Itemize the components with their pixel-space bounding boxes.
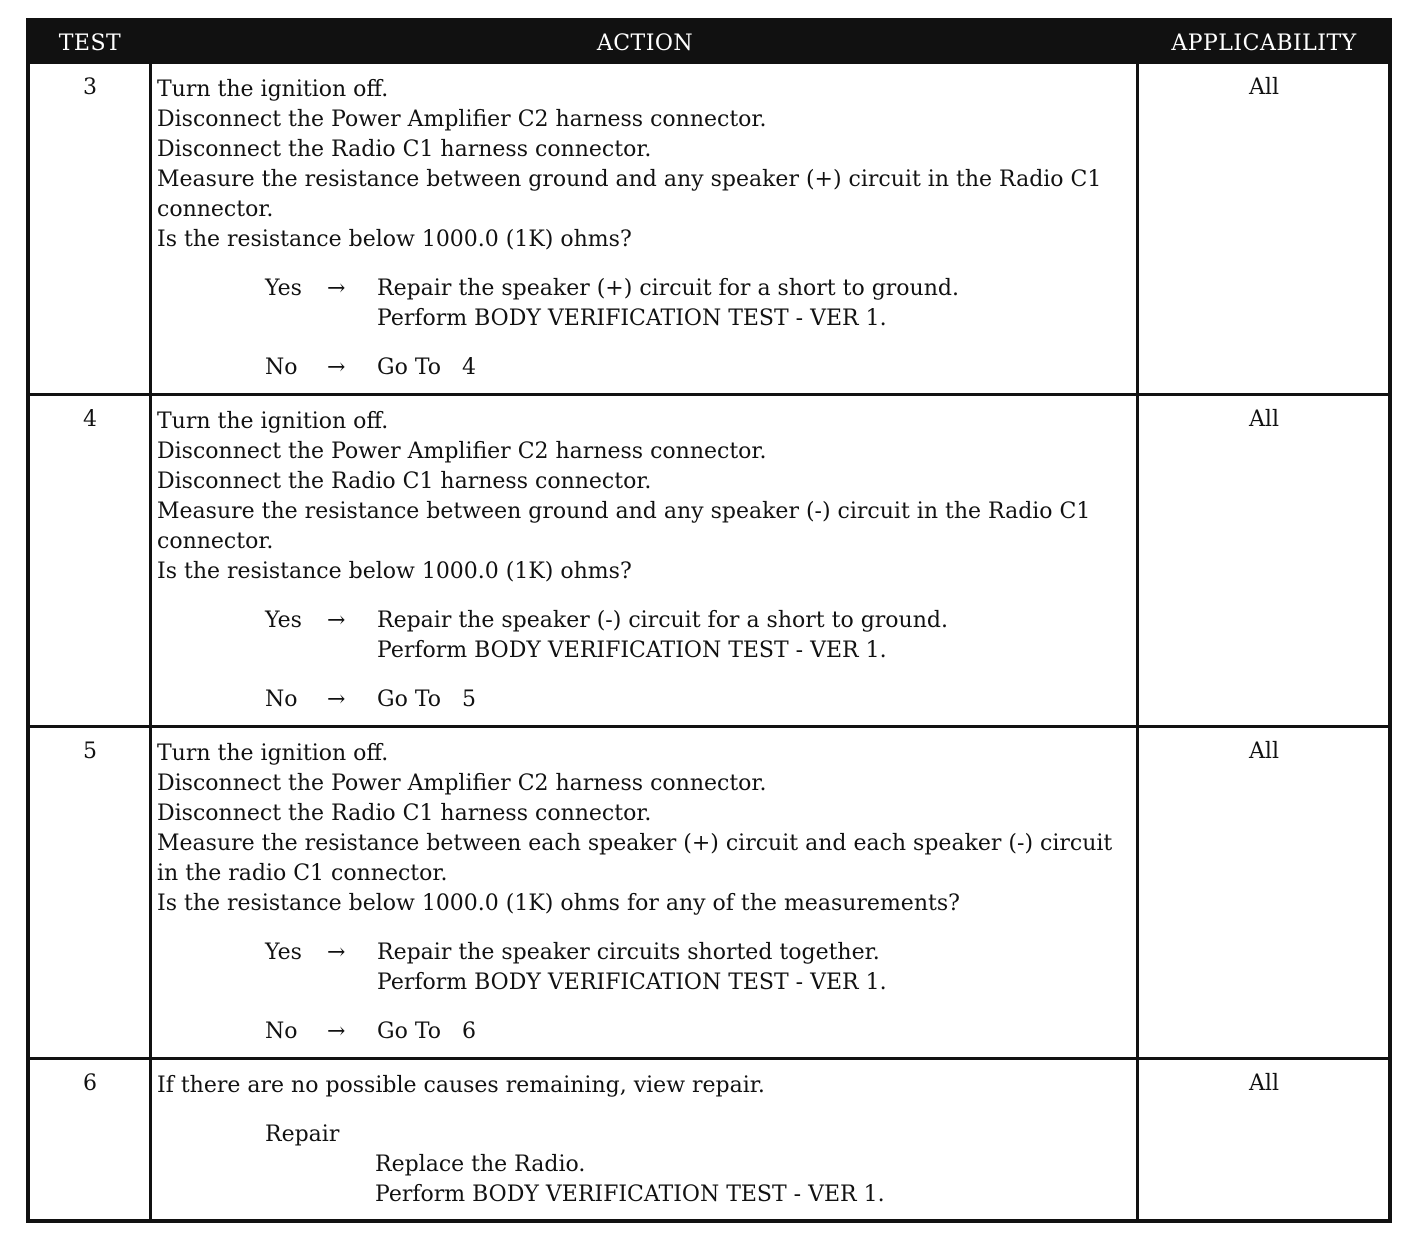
action-line: connector.	[157, 197, 274, 222]
no-result: Go To 5	[377, 687, 476, 712]
action-line: Disconnect the Radio C1 harness connector.	[157, 801, 652, 826]
header-applicability: APPLICABILITY	[1171, 31, 1357, 56]
action-cell-3	[157, 75, 1137, 383]
yes-result-cont: Perform BODY VERIFICATION TEST - VER 1.	[377, 970, 887, 995]
applicability-3: All	[1249, 75, 1279, 100]
yes-result: Repair the speaker (+) circuit for a short to ground.	[377, 276, 959, 301]
arrow-right-icon: →	[327, 687, 346, 712]
no-result: Go To 4	[377, 355, 476, 380]
action-line: Turn the ignition off.	[157, 741, 389, 766]
action-line: Turn the ignition off.	[157, 409, 389, 434]
arrow-right-icon: →	[327, 276, 346, 301]
action-line: connector.	[157, 529, 274, 554]
test-number-4: 4	[83, 407, 97, 432]
action-line: Measure the resistance between ground and any speaker (+) circuit in the Radio C1	[157, 167, 1102, 192]
test-number-3: 3	[83, 75, 97, 100]
action-line: Is the resistance below 1000.0 (1K) ohms?	[157, 559, 632, 584]
action-line: Disconnect the Radio C1 harness connector.	[157, 469, 652, 494]
yes-label: Yes	[265, 608, 302, 633]
yes-branch	[157, 606, 1137, 636]
action-line: in the radio C1 connector.	[157, 861, 448, 886]
action-line: Is the resistance below 1000.0 (1K) ohms for any of the measurements?	[157, 891, 960, 916]
test-number-6: 6	[83, 1071, 97, 1096]
row-divider-1	[30, 393, 1388, 396]
applicability-4: All	[1249, 407, 1279, 432]
no-branch	[157, 1017, 1137, 1047]
diagnostic-test-table	[26, 18, 1392, 1223]
header-test: TEST	[58, 31, 122, 56]
repair-text: Replace the Radio.	[375, 1152, 586, 1177]
action-line: Disconnect the Power Amplifier C2 harness connector.	[157, 771, 767, 796]
action-cell-5	[157, 739, 1137, 1047]
yes-branch	[157, 938, 1137, 968]
yes-result-cont: Perform BODY VERIFICATION TEST - VER 1.	[377, 638, 887, 663]
yes-label: Yes	[265, 940, 302, 965]
row-divider-2	[30, 725, 1388, 728]
no-label: No	[265, 687, 298, 712]
arrow-right-icon: →	[327, 608, 346, 633]
yes-result-cont: Perform BODY VERIFICATION TEST - VER 1.	[377, 306, 887, 331]
action-line: Measure the resistance between each speaker (+) circuit and each speaker (-) circuit	[157, 831, 1113, 856]
repair-text-cont: Perform BODY VERIFICATION TEST - VER 1.	[375, 1182, 885, 1207]
repair-label: Repair	[265, 1122, 340, 1147]
action-line: Disconnect the Radio C1 harness connector.	[157, 137, 652, 162]
action-line: If there are no possible causes remaining, view repair.	[157, 1073, 765, 1098]
yes-result: Repair the speaker circuits shorted together.	[377, 940, 880, 965]
column-divider-1	[149, 64, 152, 1219]
applicability-5: All	[1249, 739, 1279, 764]
arrow-right-icon: →	[327, 940, 346, 965]
arrow-right-icon: →	[327, 1019, 346, 1044]
header-action: ACTION	[596, 31, 694, 56]
no-branch	[157, 685, 1137, 715]
action-cell-4	[157, 407, 1137, 715]
action-line: Measure the resistance between ground and any speaker (-) circuit in the Radio C1	[157, 499, 1091, 524]
action-line: Disconnect the Power Amplifier C2 harness connector.	[157, 439, 767, 464]
action-line: Is the resistance below 1000.0 (1K) ohms?	[157, 227, 632, 252]
test-number-5: 5	[83, 739, 97, 764]
action-line: Turn the ignition off.	[157, 77, 389, 102]
no-result: Go To 6	[377, 1019, 476, 1044]
no-label: No	[265, 355, 298, 380]
no-branch	[157, 353, 1137, 383]
yes-result: Repair the speaker (-) circuit for a short to ground.	[377, 608, 948, 633]
arrow-right-icon: →	[327, 355, 346, 380]
action-cell-6	[157, 1071, 1137, 1210]
yes-branch	[157, 274, 1137, 304]
no-label: No	[265, 1019, 298, 1044]
yes-label: Yes	[265, 276, 302, 301]
table-header	[30, 22, 1388, 64]
action-line: Disconnect the Power Amplifier C2 harness connector.	[157, 107, 767, 132]
row-divider-3	[30, 1057, 1388, 1060]
applicability-6: All	[1249, 1071, 1279, 1096]
